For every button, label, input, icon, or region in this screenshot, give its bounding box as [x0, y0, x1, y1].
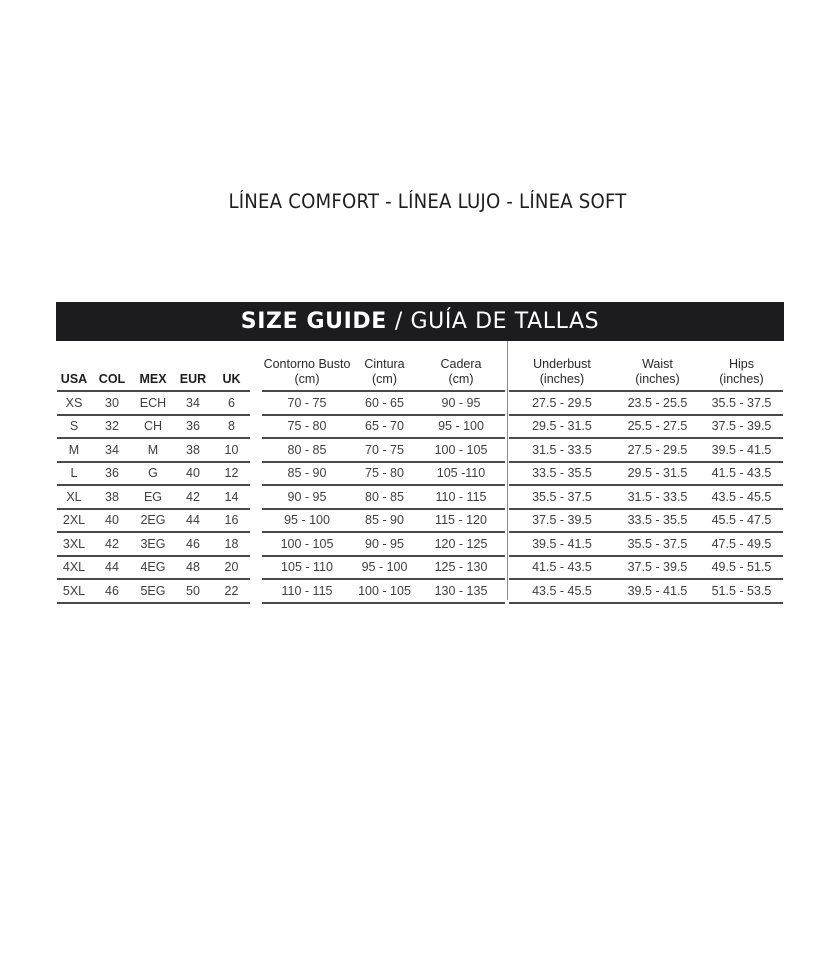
cell: 130 - 135	[417, 579, 505, 603]
cell: 80 - 85	[352, 485, 417, 509]
col-header-usa: USA	[57, 341, 91, 391]
cell: 105 -110	[417, 462, 505, 486]
cell: 100 - 105	[352, 579, 417, 603]
cell: 33.5 - 35.5	[615, 509, 700, 533]
header-unit: (cm)	[448, 372, 474, 386]
cell: 23.5 - 25.5	[615, 391, 700, 415]
table-row	[57, 462, 250, 486]
cm-measurements-table	[262, 341, 505, 604]
cell: 6	[213, 391, 250, 415]
cell: 5XL	[57, 579, 91, 603]
header-label: Hips	[728, 357, 754, 371]
cell: 37.5 - 39.5	[509, 509, 615, 533]
cell: 27.5 - 29.5	[615, 438, 700, 462]
cell: EG	[133, 485, 173, 509]
cell: 10	[213, 438, 250, 462]
product-lines-subtitle: LÍNEA COMFORT - LÍNEA LUJO - LÍNEA SOFT	[228, 190, 627, 213]
cell: 110 - 115	[262, 579, 352, 603]
cell: 70 - 75	[352, 438, 417, 462]
cell: 2EG	[133, 509, 173, 533]
cell: 60 - 65	[352, 391, 417, 415]
cell: 12	[213, 462, 250, 486]
cell: 29.5 - 31.5	[615, 462, 700, 486]
cell: 90 - 95	[262, 485, 352, 509]
cell: G	[133, 462, 173, 486]
cell: 38	[91, 485, 133, 509]
cell: 80 - 85	[262, 438, 352, 462]
table-row	[509, 509, 783, 533]
cell: S	[57, 415, 91, 439]
table-row	[57, 438, 250, 462]
table-row	[262, 556, 505, 580]
cell: 36	[173, 415, 213, 439]
cell: 35.5 - 37.5	[509, 485, 615, 509]
table-row	[57, 579, 250, 603]
cell: 85 - 90	[352, 509, 417, 533]
table-row	[262, 485, 505, 509]
cell: 95 - 100	[262, 509, 352, 533]
cell: 45.5 - 47.5	[700, 509, 783, 533]
col-header-cadera	[417, 341, 505, 391]
cell: 22	[213, 579, 250, 603]
cell: 44	[91, 556, 133, 580]
cell: 41.5 - 43.5	[509, 556, 615, 580]
table-row	[509, 579, 783, 603]
cell: 27.5 - 29.5	[509, 391, 615, 415]
banner-title-en: SIZE GUIDE	[240, 309, 387, 334]
cell: 5EG	[133, 579, 173, 603]
cell: 37.5 - 39.5	[700, 415, 783, 439]
cell: 25.5 - 27.5	[615, 415, 700, 439]
cell: XL	[57, 485, 91, 509]
col-header-uk: UK	[213, 341, 250, 391]
cell: 65 - 70	[352, 415, 417, 439]
header-unit: (cm)	[372, 372, 397, 386]
header-unit: (inches)	[719, 372, 764, 386]
table-row	[57, 391, 250, 415]
col-header-mex: MEX	[133, 341, 173, 391]
table-row	[57, 556, 250, 580]
col-header-contorno-busto	[262, 341, 352, 391]
cell: 44	[173, 509, 213, 533]
header-label: Waist	[642, 357, 673, 371]
table-row	[509, 532, 783, 556]
table-row	[262, 532, 505, 556]
header-label: Cintura	[364, 357, 405, 371]
header-label: Contorno Busto	[263, 357, 351, 371]
cell: 14	[213, 485, 250, 509]
cell: CH	[133, 415, 173, 439]
cell: 48	[173, 556, 213, 580]
table-row	[57, 509, 250, 533]
cell: M	[57, 438, 91, 462]
cell: 33.5 - 35.5	[509, 462, 615, 486]
cell: 29.5 - 31.5	[509, 415, 615, 439]
cell: 34	[173, 391, 213, 415]
size-table-header-row	[57, 341, 250, 391]
cm-table-header-row	[262, 341, 505, 391]
cell: 39.5 - 41.5	[700, 438, 783, 462]
cell: 90 - 95	[417, 391, 505, 415]
cell: 20	[213, 556, 250, 580]
size-equivalence-table	[57, 341, 250, 604]
cell: 49.5 - 51.5	[700, 556, 783, 580]
cell: 18	[213, 532, 250, 556]
cell: 95 - 100	[352, 556, 417, 580]
cell: 100 - 105	[262, 532, 352, 556]
table-row	[509, 415, 783, 439]
cell: L	[57, 462, 91, 486]
col-header-cintura	[352, 341, 417, 391]
cell: ECH	[133, 391, 173, 415]
cell: 51.5 - 53.5	[700, 579, 783, 603]
table-row	[262, 391, 505, 415]
header-unit: (cm)	[294, 372, 320, 386]
cell: 75 - 80	[262, 415, 352, 439]
table-row	[262, 509, 505, 533]
banner-title-es: / GUÍA DE TALLAS	[394, 309, 600, 334]
cell: 85 - 90	[262, 462, 352, 486]
cell: 16	[213, 509, 250, 533]
header-unit: (inches)	[539, 372, 585, 386]
table-row	[509, 556, 783, 580]
cell: 39.5 - 41.5	[509, 532, 615, 556]
cell: 47.5 - 49.5	[700, 532, 783, 556]
col-header-hips	[700, 341, 783, 391]
cell: 40	[173, 462, 213, 486]
table-row	[509, 485, 783, 509]
cell: 38	[173, 438, 213, 462]
table-row	[57, 532, 250, 556]
cell: 36	[91, 462, 133, 486]
header-label: Cadera	[440, 357, 482, 371]
cell: 32	[91, 415, 133, 439]
cell: 100 - 105	[417, 438, 505, 462]
cell: 46	[91, 579, 133, 603]
table-row	[57, 415, 250, 439]
header-label: Underbust	[533, 357, 591, 371]
table-row	[262, 415, 505, 439]
cell: 4EG	[133, 556, 173, 580]
cell: 37.5 - 39.5	[615, 556, 700, 580]
cell: 2XL	[57, 509, 91, 533]
cell: 43.5 - 45.5	[509, 579, 615, 603]
inch-table-header-row	[509, 341, 783, 391]
cell: 34	[91, 438, 133, 462]
header-unit: (inches)	[635, 372, 680, 386]
cell: 31.5 - 33.5	[509, 438, 615, 462]
cell: 35.5 - 37.5	[700, 391, 783, 415]
size-guide-banner	[56, 302, 784, 341]
cell: M	[133, 438, 173, 462]
inch-measurements-table	[509, 341, 783, 604]
cell: 42	[91, 532, 133, 556]
cell: 43.5 - 45.5	[700, 485, 783, 509]
col-header-eur: EUR	[173, 341, 213, 391]
col-header-col: COL	[91, 341, 133, 391]
table-row	[57, 485, 250, 509]
cell: 41.5 - 43.5	[700, 462, 783, 486]
cell: 50	[173, 579, 213, 603]
cell: 120 - 125	[417, 532, 505, 556]
table-row	[509, 462, 783, 486]
col-header-underbust	[509, 341, 615, 391]
cell: 90 - 95	[352, 532, 417, 556]
cell: 125 - 130	[417, 556, 505, 580]
table-row	[262, 462, 505, 486]
cell: 31.5 - 33.5	[615, 485, 700, 509]
cell: 3EG	[133, 532, 173, 556]
col-header-waist	[615, 341, 700, 391]
cell: 35.5 - 37.5	[615, 532, 700, 556]
cell: 110 - 115	[417, 485, 505, 509]
table-row	[262, 579, 505, 603]
cell: 46	[173, 532, 213, 556]
cell: 8	[213, 415, 250, 439]
table-row	[509, 438, 783, 462]
cell: 42	[173, 485, 213, 509]
cell: 105 - 110	[262, 556, 352, 580]
cell: 70 - 75	[262, 391, 352, 415]
cell: 115 - 120	[417, 509, 505, 533]
cell: 30	[91, 391, 133, 415]
cell: XS	[57, 391, 91, 415]
cell: 75 - 80	[352, 462, 417, 486]
section-divider	[507, 341, 508, 600]
cell: 4XL	[57, 556, 91, 580]
cell: 3XL	[57, 532, 91, 556]
table-row	[262, 438, 505, 462]
cell: 39.5 - 41.5	[615, 579, 700, 603]
cell: 40	[91, 509, 133, 533]
cell: 95 - 100	[417, 415, 505, 439]
table-row	[509, 391, 783, 415]
